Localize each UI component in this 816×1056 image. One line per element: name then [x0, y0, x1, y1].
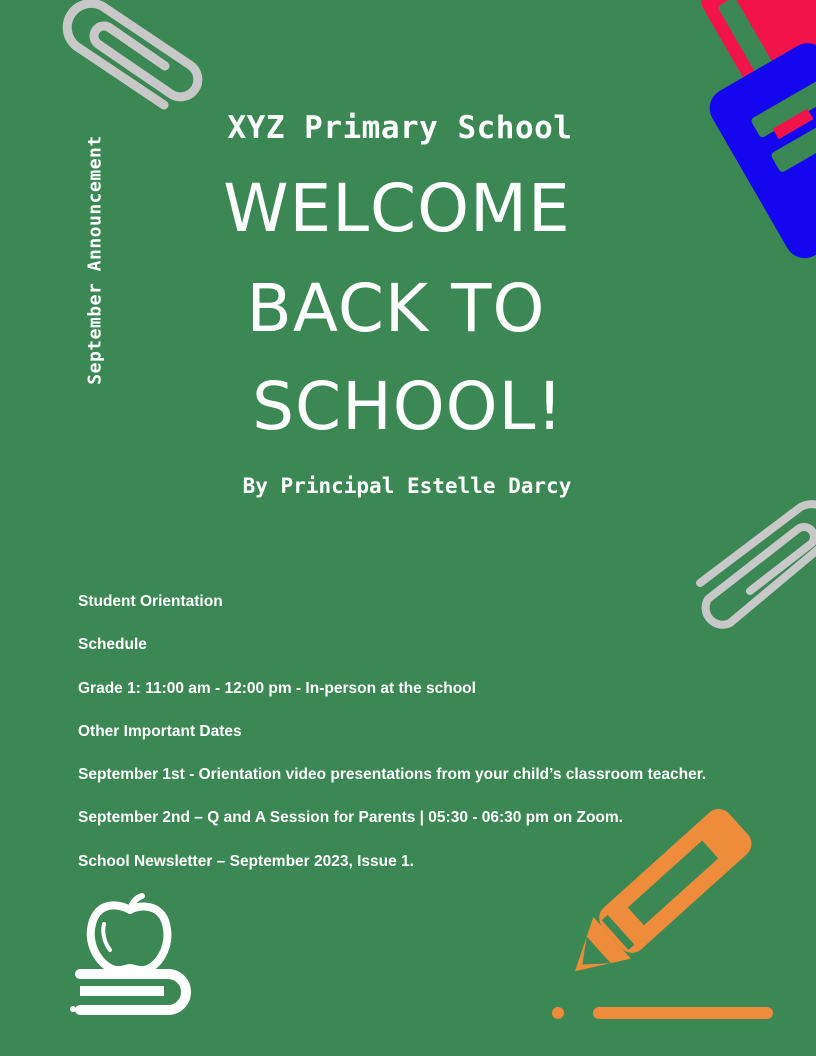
school-name: XYZ Primary School [227, 110, 573, 146]
vertical-announcement-label: September Announcement [84, 135, 106, 385]
info-line-september-2: September 2nd – Q and A Session for Parents | 05:30 - 06:30 pm on Zoom. [78, 809, 623, 827]
headline-line-2: BACK TO [246, 270, 546, 347]
apple-on-book-icon [68, 890, 198, 1020]
headline-line-3: SCHOOL! [252, 368, 564, 445]
info-line-schedule: Schedule [78, 636, 147, 654]
info-line-orientation-title: Student Orientation [78, 593, 223, 610]
info-line-other-dates: Other Important Dates [78, 722, 242, 740]
info-line-grade-1: Grade 1: 11:00 am - 12:00 pm - In-person at the school [78, 679, 476, 697]
paperclip-icon [40, 0, 220, 120]
pencil-icon [545, 810, 785, 1030]
byline: By Principal Estelle Darcy [242, 474, 572, 498]
info-line-september-1: September 1st - Orientation video presentations from your child’s classroom teacher. [78, 766, 707, 784]
info-line-newsletter: School Newsletter – September 2023, Issue 1. [78, 852, 414, 870]
headline-line-1: WELCOME [223, 170, 571, 247]
notebooks-icon [705, 0, 816, 265]
